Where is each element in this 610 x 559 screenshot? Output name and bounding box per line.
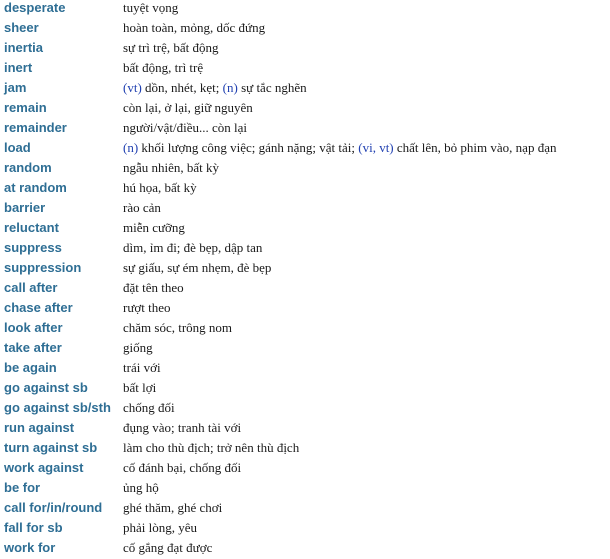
vocab-term: call after: [4, 280, 58, 295]
definition-text: sự tắc nghẽn: [237, 80, 307, 95]
vocab-term: be for: [4, 480, 41, 495]
vocab-definition: [123, 538, 212, 558]
vocab-row: [0, 18, 610, 38]
vocab-row: [0, 38, 610, 58]
definition-text: đặt tên theo: [123, 280, 184, 295]
vocab-term: turn against sb: [4, 440, 98, 455]
vocab-definition: [123, 338, 153, 358]
vocab-definition: [123, 78, 307, 98]
vocab-definition: [123, 198, 161, 218]
definition-text: bất lợi: [123, 380, 157, 395]
vocab-term: random: [4, 160, 52, 175]
vocab-row: [0, 398, 610, 418]
vocab-row: [0, 58, 610, 78]
vocab-term: remainder: [4, 120, 67, 135]
vocab-definition: [123, 418, 241, 438]
definition-text: ghé thăm, ghé chơi: [123, 500, 223, 515]
vocab-term: desperate: [4, 0, 66, 15]
definition-text: tuyệt vọng: [123, 0, 179, 15]
vocab-definition: [123, 358, 161, 378]
vocab-term: at random: [4, 180, 67, 195]
vocab-definition: [123, 38, 219, 58]
definition-text: ngẫu nhiên, bất kỳ: [123, 160, 220, 175]
vocab-row: [0, 278, 610, 298]
vocab-row: [0, 78, 610, 98]
part-of-speech-tag: (n): [222, 80, 238, 95]
vocab-definition: [123, 278, 184, 298]
vocab-definition: [123, 218, 185, 238]
vocab-row: [0, 318, 610, 338]
vocab-definition: [123, 18, 265, 38]
part-of-speech-tag: (n): [123, 140, 139, 155]
vocab-term: barrier: [4, 200, 46, 215]
vocab-row: [0, 538, 610, 558]
definition-text: người/vật/điều... còn lại: [123, 120, 248, 135]
vocab-row: [0, 178, 610, 198]
definition-text: dìm, ỉm đi; đè bẹp, dập tan: [123, 240, 263, 255]
definition-text: cố gắng đạt được: [123, 540, 213, 555]
vocab-definition: [123, 258, 271, 278]
vocab-definition: [123, 378, 156, 398]
vocab-definition: [123, 118, 247, 138]
vocab-definition: [123, 158, 219, 178]
definition-text: giống: [123, 340, 153, 355]
vocab-term: run against: [4, 420, 75, 435]
definition-text: hú họa, bất kỳ: [123, 180, 197, 195]
vocab-term: suppress: [4, 240, 62, 255]
vocab-term: remain: [4, 100, 47, 115]
vocab-term: take after: [4, 340, 62, 355]
vocab-definition: [123, 298, 171, 318]
definition-text: ủng hộ: [123, 480, 159, 495]
vocab-row: [0, 338, 610, 358]
vocab-row: [0, 258, 610, 278]
vocab-term: suppression: [4, 260, 82, 275]
definition-text: miễn cưỡng: [123, 220, 185, 235]
vocab-row: [0, 0, 610, 18]
vocab-term: inertia: [4, 40, 44, 55]
vocab-definition: [123, 178, 197, 198]
vocab-row: [0, 358, 610, 378]
definition-text: làm cho thù địch; trở nên thù địch: [123, 440, 300, 455]
vocab-definition: [123, 398, 175, 418]
vocab-row: [0, 98, 610, 118]
vocab-row: [0, 298, 610, 318]
vocab-term: load: [4, 140, 31, 155]
definition-text: chăm sóc, trông nom: [123, 320, 233, 335]
vocab-term: work against: [4, 460, 84, 475]
vocab-definition: [123, 498, 222, 518]
vocab-term: work for: [4, 540, 56, 555]
definition-text: đụng vào; tranh tài với: [123, 420, 242, 435]
vocab-row: [0, 198, 610, 218]
vocab-definition: [123, 518, 197, 538]
definition-text: chất lên, bỏ phim vào, nạp đạn: [393, 140, 557, 155]
definition-text: cố đánh bại, chống đối: [123, 460, 242, 475]
vocab-definition: [123, 318, 232, 338]
vocab-term: call for/in/round: [4, 500, 103, 515]
vocab-definition: [123, 438, 299, 458]
definition-text: khối lượng công việc; gánh nặng; vật tải;: [138, 140, 359, 155]
definition-text: hoàn toàn, mỏng, dốc đứng: [123, 20, 266, 35]
vocab-row: [0, 418, 610, 438]
vocab-term: go against sb: [4, 380, 88, 395]
vocab-definition: [123, 138, 556, 158]
vocab-row: [0, 118, 610, 138]
definition-text: chống đối: [123, 400, 175, 415]
vocab-row: [0, 378, 610, 398]
vocab-row: [0, 158, 610, 178]
vocab-definition: [123, 98, 253, 118]
vocab-row: [0, 138, 610, 158]
vocab-term: inert: [4, 60, 33, 75]
vocab-definition: [123, 238, 262, 258]
part-of-speech-tag: (vi, vt): [358, 140, 394, 155]
part-of-speech-tag: (vt): [123, 80, 142, 95]
vocab-term: go against sb/sth: [4, 400, 111, 415]
definition-text: phải lòng, yêu: [123, 520, 198, 535]
vocab-definition: [123, 478, 159, 498]
vocab-definition: [123, 458, 241, 478]
definition-text: còn lại, ở lại, giữ nguyên: [123, 100, 253, 115]
vocab-row: [0, 238, 610, 258]
vocab-term: be again: [4, 360, 57, 375]
vocab-definition: [123, 58, 203, 78]
vocab-row: [0, 478, 610, 498]
definition-text: rượt theo: [123, 300, 171, 315]
definition-text: bất động, trì trệ: [123, 60, 204, 75]
vocab-definition: [123, 0, 178, 18]
vocab-term: chase after: [4, 300, 73, 315]
vocab-term: reluctant: [4, 220, 59, 235]
definition-text: sự giấu, sự ém nhẹm, đè bẹp: [123, 260, 272, 275]
vocab-term: sheer: [4, 20, 39, 35]
vocab-row: [0, 518, 610, 538]
vocab-term: jam: [4, 80, 27, 95]
definition-text: rào cản: [123, 200, 161, 215]
vocab-row: [0, 218, 610, 238]
definition-text: sự trì trệ, bất động: [123, 40, 219, 55]
vocab-row: [0, 498, 610, 518]
vocab-row: [0, 438, 610, 458]
definition-text: dồn, nhét, kẹt;: [141, 80, 223, 95]
vocab-row: [0, 458, 610, 478]
vocab-term: fall for sb: [4, 520, 63, 535]
definition-text: trái với: [123, 360, 161, 375]
vocab-term: look after: [4, 320, 63, 335]
